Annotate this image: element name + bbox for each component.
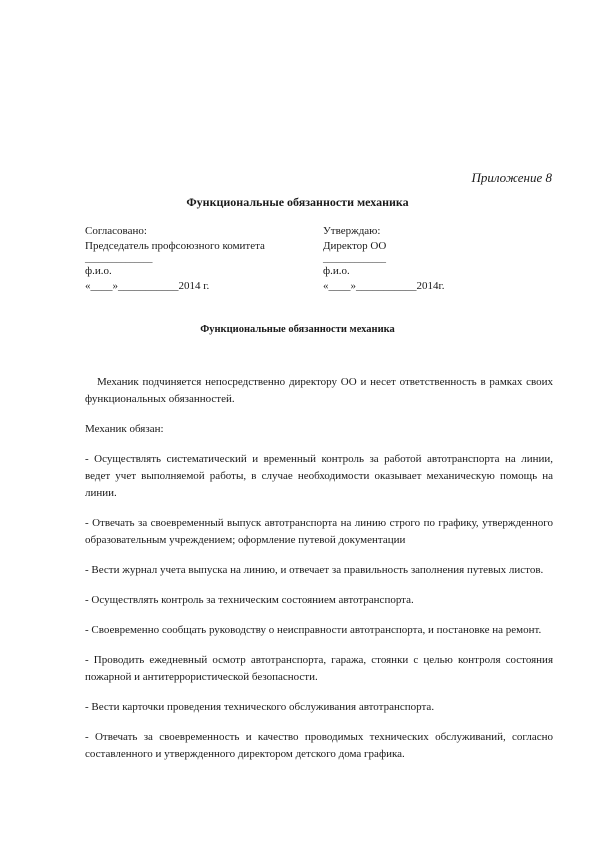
agreed-label: Согласовано: bbox=[85, 225, 147, 237]
obligation-item: - Осуществлять систематический и временный контроль за работой автотранспорта на линии, ведет учет выполняемой работы, в случае необходимости оказывает механическую помощь на линии. bbox=[85, 453, 553, 499]
obligation-item: - Своевременно сообщать руководству о неисправности автотранспорта, и постановке на ремонт. bbox=[85, 624, 542, 636]
approved-label: Утверждаю: bbox=[323, 225, 381, 237]
agreed-column bbox=[85, 224, 315, 294]
agreed-date: «____»___________2014 г. bbox=[85, 280, 210, 292]
agreed-signature-line: _______________ bbox=[85, 254, 153, 264]
approved-signature-line: ______________ bbox=[323, 254, 386, 264]
approved-date: «____»___________2014г. bbox=[323, 280, 445, 292]
approved-position: Директор ОО bbox=[323, 240, 387, 252]
document-body bbox=[85, 374, 553, 776]
obligation-item: - Осуществлять контроль за техническим состоянием автотранспорта. bbox=[85, 594, 414, 606]
obligation-item: - Проводить ежедневный осмотр автотранспорта, гаража, стоянки с целью контроля состояния пожарной и антитеррористической безопасности. bbox=[85, 654, 553, 683]
approved-fio: ф.и.о. bbox=[323, 265, 350, 277]
obligation-item: - Вести журнал учета выпуска на линию, и отвечает за правильность заполнения путевых листов. bbox=[85, 564, 544, 576]
section-title: Функциональные обязанности механика bbox=[200, 324, 395, 335]
agreed-fio: ф.и.о. bbox=[85, 265, 112, 277]
approved-column bbox=[323, 224, 543, 294]
obligation-item: - Отвечать за своевременность и качество проводимых технических обслуживаний, согласно составленного и утвержденного директором детского дома графика. bbox=[85, 731, 553, 760]
obligations-heading: Механик обязан: bbox=[85, 423, 164, 435]
obligation-item: - Отвечать за своевременный выпуск автотранспорта на линию строго по графику, утвержденного образовательным учреждением; оформление путевой документации bbox=[85, 517, 553, 546]
appendix-label: Приложение 8 bbox=[471, 170, 552, 185]
document-title: Функциональные обязанности механика bbox=[186, 195, 409, 209]
agreed-position: Председатель профсоюзного комитета bbox=[85, 240, 265, 252]
obligation-item: - Вести карточки проведения технического обслуживания автотранспорта. bbox=[85, 701, 435, 713]
intro-paragraph: Механик подчиняется непосредственно директору ОО и несет ответственность в рамках своих функциональных обязанностей. bbox=[85, 376, 553, 405]
